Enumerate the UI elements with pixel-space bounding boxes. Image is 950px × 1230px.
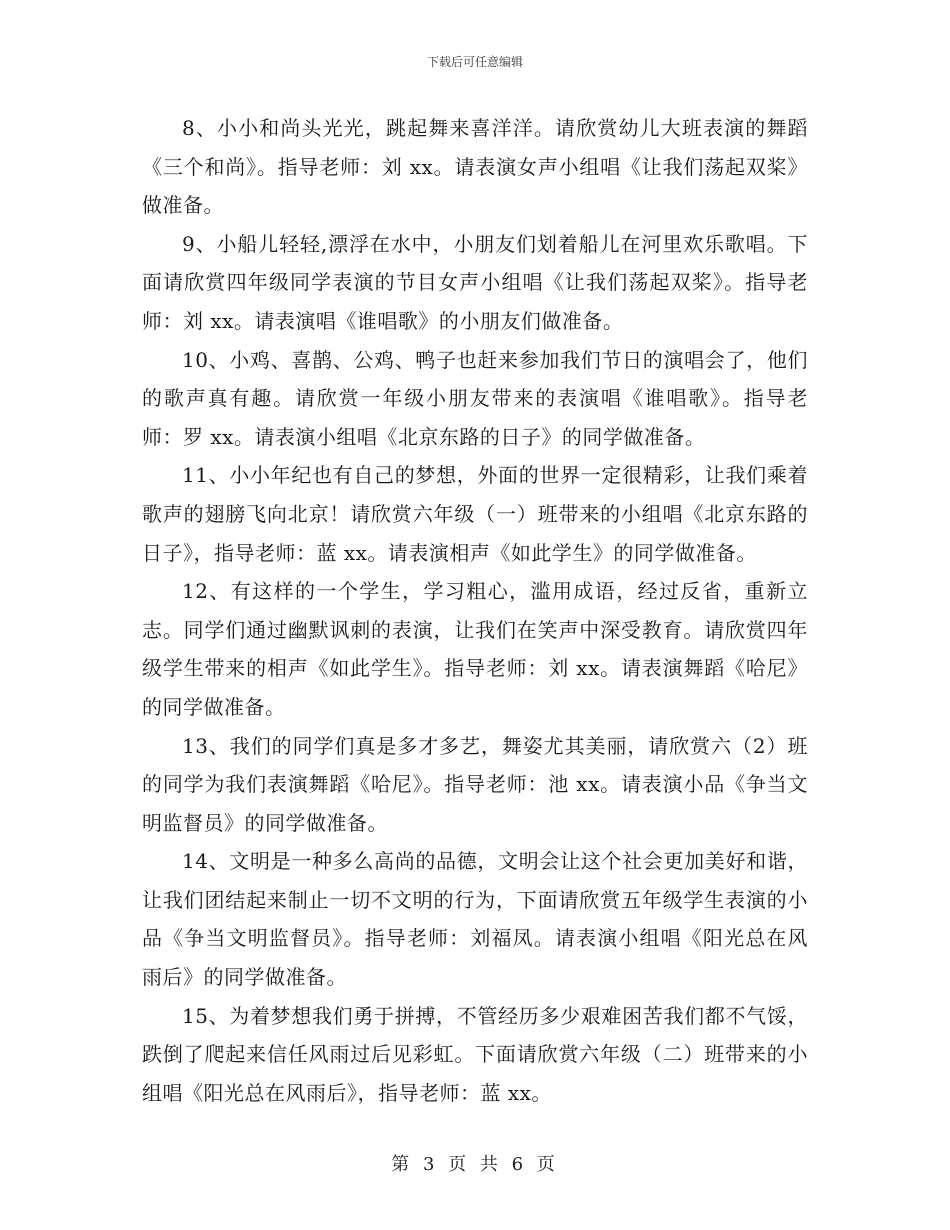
paragraph-item-11: 11、小小年纪也有自己的梦想，外面的世界一定很精彩，让我们乘着歌声的翅膀飞向北京！请欣赏六年级（一）班带来的小组唱《北京东路的日子》，指导老师：蓝 xx。请表演相声《如此学生》的同学做准备。	[142, 463, 808, 565]
paragraph-item-10: 10、小鸡、喜鹊、公鸡、鸭子也赶来参加我们节日的演唱会了，他们的歌声真有趣。请欣赏一年级小朋友带来的表演唱《谁唱歌》。指导老师：罗 xx。请表演小组唱《北京东路的日子》的同学做准备。	[142, 347, 808, 449]
download-note: 下载后可任意编辑	[426, 55, 523, 69]
paragraph-item-12: 12、有这样的一个学生，学习粗心，滥用成语，经过反省，重新立志。同学们通过幽默讽刺的表演，让我们在笑声中深受教育。请欣赏四年级学生带来的相声《如此学生》。指导老师：刘 xx。请表演舞蹈《哈尼》的同学做准备。	[142, 579, 808, 719]
paragraph-item-8: 8、小小和尚头光光，跳起舞来喜洋洋。请欣赏幼儿大班表演的舞蹈《三个和尚》。指导老师：刘 xx。请表演女声小组唱《让我们荡起双桨》做准备。	[142, 116, 808, 218]
document-body	[142, 109, 808, 1112]
paragraph-item-14: 14、文明是一种多么高尚的品德，文明会让这个社会更加美好和谐，让我们团结起来制止一切不文明的行为，下面请欣赏五年级学生表演的小品《争当文明监督员》。指导老师：刘福凤。请表演小组唱《阳光总在风雨后》的同学做准备。	[142, 849, 808, 990]
paragraph-item-15: 15、为着梦想我们勇于拼搏，不管经历多少艰难困苦我们都不气馁，跌倒了爬起来信任风雨过后见彩虹。下面请欣赏六年级（二）班带来的小组唱《阳光总在风雨后》，指导老师：蓝 xx。	[142, 1003, 808, 1105]
page-number: 第 3 页 共 6 页	[391, 1154, 559, 1175]
paragraph-item-9: 9、小船儿轻轻,漂浮在水中，小朋友们划着船儿在河里欢乐歌唱。下面请欣赏四年级同学表演的节目女声小组唱《让我们荡起双桨》。指导老师：刘 xx。请表演唱《谁唱歌》的小朋友们做准备。	[142, 231, 808, 333]
paragraph-item-13: 13、我们的同学们真是多才多艺，舞姿尤其美丽，请欣赏六（2）班的同学为我们表演舞蹈《哈尼》。指导老师：池 xx。请表演小品《争当文明监督员》的同学做准备。	[142, 733, 808, 835]
